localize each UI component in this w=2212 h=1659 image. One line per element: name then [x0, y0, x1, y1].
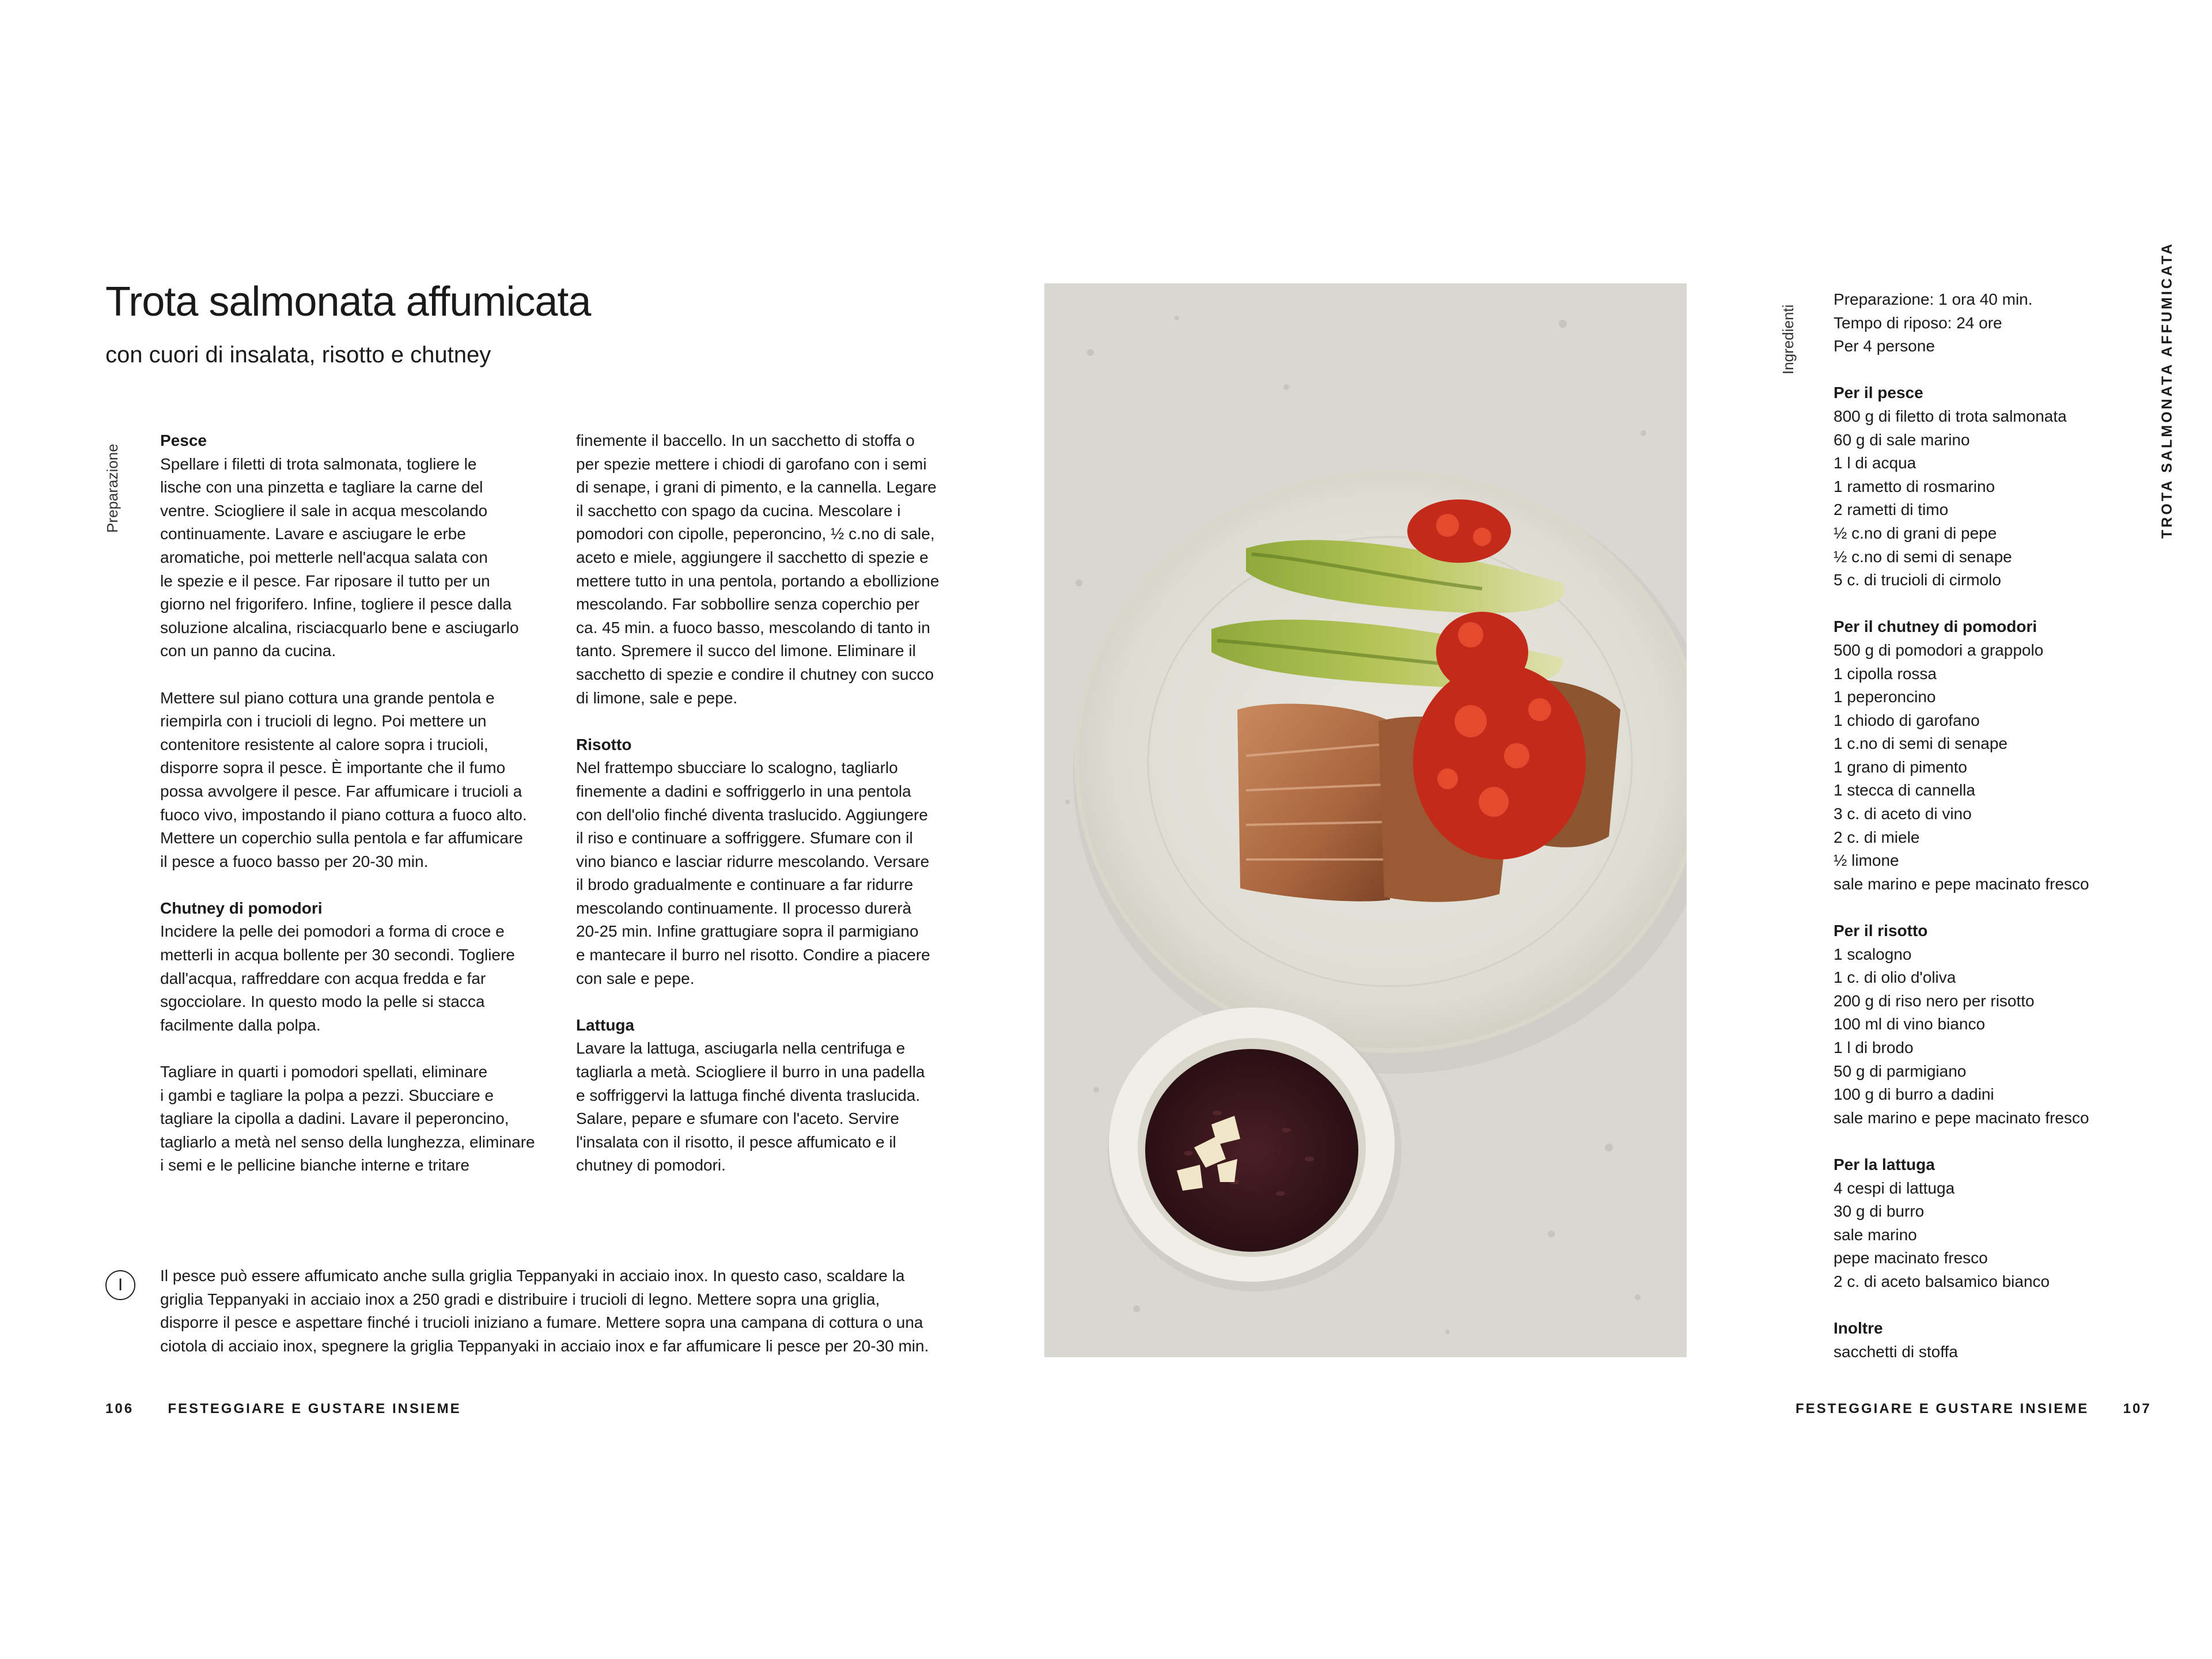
ingredient-item: Per 4 persone [1834, 337, 1935, 355]
ingredient-item: pepe macinato fresco [1834, 1249, 1988, 1267]
step-line: l'insalata con il risotto, il pesce affumicato e il [576, 1132, 896, 1151]
step-line: riempirla con i trucioli di legno. Poi mettere un [160, 712, 487, 730]
ingredient-item: 1 rametto di rosmarino [1834, 477, 1995, 495]
tip-line: ciotola di acciaio inox, spegnere la griglia Teppanyaki in acciaio inox e far affumicare li pesce per 20-30 min. [160, 1336, 929, 1355]
ingredient-item: 50 g di parmigiano [1834, 1062, 1967, 1080]
ingredient-item: 2 c. di miele [1834, 828, 1920, 846]
step-paragraph [160, 687, 552, 874]
recipe-subtitle: con cuori di insalata, risotto e chutney [105, 342, 491, 368]
ingredient-item: 1 peperoncino [1834, 688, 1936, 706]
step-paragraph [160, 429, 552, 663]
side-recipe-title: TROTA SALMONATA AFFUMICATA [2159, 241, 2175, 539]
step-line: continuamente. Lavare e asciugare le erbe [160, 525, 466, 543]
info-icon: I [105, 1270, 135, 1300]
ingredient-item: ½ limone [1834, 851, 1899, 870]
step-line: mettere tutto in una pentola, portando a ebollizione [576, 571, 940, 590]
step-line: contenitore resistente al calore sopra i trucioli, [160, 735, 488, 753]
ingredient-item: 1 c. di olio d'oliva [1834, 968, 1956, 987]
ingredient-item: 100 g di burro a dadini [1834, 1085, 1994, 1104]
step-line: metterli in acqua bollente per 30 secondi. Togliere [160, 946, 515, 964]
ingredient-group [1834, 1317, 2156, 1363]
ingredient-group-heading: Per il pesce [1834, 384, 1923, 402]
ingredient-group [1834, 1153, 2156, 1294]
ingredient-item: 1 cipolla rossa [1834, 664, 1937, 683]
preparation-label: Preparazione [104, 444, 121, 533]
step-line: soluzione alcalina, risciacquarlo bene e asciugarlo [160, 618, 519, 637]
ingredient-group [1834, 615, 2156, 896]
ingredient-item: sale marino e pepe macinato fresco [1834, 1108, 2089, 1127]
step-paragraph [160, 1060, 552, 1177]
step-line: il pesce a fuoco basso per 20-30 min. [160, 852, 429, 870]
ingredient-item: 100 ml di vino bianco [1834, 1015, 1986, 1033]
page-number-right: 107 [2123, 1401, 2152, 1416]
ingredient-item: 5 c. di trucioli di cirmolo [1834, 571, 2001, 589]
footer-right [1796, 1401, 2152, 1417]
ingredient-item: 3 c. di aceto di vino [1834, 805, 1972, 823]
ingredient-item: 4 cespi di lattuga [1834, 1179, 1955, 1197]
step-line: Spellare i filetti di trota salmonata, togliere le [160, 454, 477, 473]
step-line: finemente il baccello. In un sacchetto di stoffa o [576, 431, 915, 449]
section-name-left: FESTEGGIARE E GUSTARE INSIEME [168, 1401, 461, 1416]
ingredient-item: Tempo di riposo: 24 ore [1834, 313, 2002, 332]
step-paragraph [160, 897, 552, 1037]
step-line: Lavare la lattuga, asciugarla nella centrifuga e [576, 1039, 906, 1058]
ingredient-item: 1 stecca di cannella [1834, 781, 1975, 800]
step-line: Tagliare in quarti i pomodori spellati, eliminare [160, 1063, 488, 1081]
step-line: per spezie mettere i chiodi di garofano con i semi [576, 454, 927, 473]
ingredient-item: 2 c. di aceto balsamico bianco [1834, 1272, 2050, 1290]
ingredient-group-heading: Per la lattuga [1834, 1155, 1935, 1173]
step-line: aromatiche, poi metterle nell'acqua salata con [160, 548, 488, 566]
ingredient-item: 500 g di pomodori a grappolo [1834, 641, 2044, 659]
step-line: vino bianco e lasciar ridurre mescolando. Versare [576, 852, 930, 870]
step-line: mescolando. Far sobbollire senza coperchio per [576, 595, 920, 613]
step-line: le spezie e il pesce. Far riposare il tutto per un [160, 571, 490, 590]
step-line: di senape, i grani di pimento, e la cannella. Legare [576, 478, 937, 497]
step-line: mescolando continuamente. Il processo durerà [576, 899, 912, 917]
tip-line: Il pesce può essere affumicato anche sulla griglia Teppanyaki in acciaio inox. In questo caso, scaldare la [160, 1267, 905, 1285]
step-line: Incidere la pelle dei pomodori a forma di croce e [160, 922, 505, 941]
step-line: i gambi e tagliare la polpa a pezzi. Sbucciare e [160, 1086, 494, 1104]
ingredient-item: 1 l di acqua [1834, 454, 1916, 472]
ingredient-item: 1 c.no di semi di senape [1834, 734, 2008, 753]
ingredient-group-heading: Per il risotto [1834, 922, 1928, 940]
step-line: dall'acqua, raffreddare con acqua fredda e far [160, 969, 486, 987]
step-line: ventre. Sciogliere il sale in acqua mescolando [160, 501, 488, 520]
ingredient-item: 30 g di burro [1834, 1202, 1925, 1221]
ingredient-group [1834, 381, 2156, 592]
ingredient-item: sacchetti di stoffa [1834, 1342, 1958, 1361]
step-line: di limone, sale e pepe. [576, 688, 738, 707]
step-line: tagliarlo a metà nel senso della lunghezza, eliminare [160, 1132, 535, 1151]
step-line: possa avvolgere il pesce. Far affumicare i trucioli a [160, 782, 522, 800]
ingredient-item: 1 l di brodo [1834, 1039, 1914, 1056]
step-line: disporre sopra il pesce. È importante che il fumo [160, 759, 506, 777]
ingredient-item: 60 g di sale marino [1834, 430, 1970, 449]
ingredient-item: 800 g di filetto di trota salmonata [1834, 407, 2067, 425]
step-heading: Risotto [576, 735, 632, 753]
step-line: aceto e miele, aggiungere il sacchetto di spezie e [576, 548, 929, 566]
page-number-left: 106 [105, 1401, 134, 1416]
step-line: finemente a dadini e soffriggerlo in una pentola [576, 782, 911, 800]
step-line: Mettere un coperchio sulla pentola e far affumicare [160, 829, 523, 847]
ingredient-item: sale marino e pepe macinato fresco [1834, 874, 2089, 893]
recipe-title: Trota salmonata affumicata [105, 279, 591, 325]
ingredient-item: ½ c.no di semi di senape [1834, 547, 2012, 566]
step-line: e mantecare il burro nel risotto. Condire a piacere [576, 946, 930, 964]
step-line: giorno nel frigorifero. Infine, togliere il pesce dalla [160, 595, 512, 613]
ingredient-item: 2 rametti di timo [1834, 501, 1949, 519]
step-line: tanto. Spremere il succo del limone. Eliminare il [576, 642, 916, 660]
step-heading: Chutney di pomodori [160, 899, 323, 917]
step-line: tagliare la cipolla a dadini. Lavare il peperoncino, [160, 1109, 509, 1128]
step-line: chutney di pomodori. [576, 1156, 726, 1175]
ingredient-item: Preparazione: 1 ora 40 min. [1834, 290, 2033, 308]
ingredient-item: 1 scalogno [1834, 945, 1912, 963]
ingredient-item: sale marino [1834, 1225, 1917, 1244]
step-line: tagliarla a metà. Sciogliere il burro in una padella [576, 1063, 925, 1081]
step-line: Mettere sul piano cottura una grande pentola e [160, 688, 495, 707]
footer-left [105, 1401, 461, 1417]
step-heading: Pesce [160, 431, 207, 449]
step-line: Nel frattempo sbucciare lo scalogno, tagliarlo [576, 759, 898, 777]
step-line: con dell'olio finché diventa traslucido. Aggiungere [576, 805, 928, 824]
step-line: e soffriggervi la lattuga finché diventa traslucida. [576, 1086, 921, 1104]
step-line: il riso e continuare a soffriggere. Sfumare con il [576, 829, 913, 847]
ingredient-item: 1 chiodo di garofano [1834, 711, 1980, 729]
step-line: facilmente dalla polpa. [160, 1016, 321, 1034]
tip-line: disporre il pesce e aspettare finché i trucioli iniziano a fumare. Mettere sopra una campana di cottura o una [160, 1313, 923, 1332]
step-line: i semi e le pellicine bianche interne e tritare [160, 1156, 469, 1175]
ingredient-group-heading: Per il chutney di pomodori [1834, 618, 2037, 636]
step-line: pomodori con cipolle, peperoncino, ½ c.no di sale, [576, 525, 935, 543]
tip-line: griglia Teppanyaki in acciaio inox a 250 gradi e distribuire i trucioli di legno. Mettere sopra una griglia, [160, 1290, 880, 1308]
ingredients-list [1834, 288, 2156, 1363]
tip-text [160, 1264, 955, 1358]
step-paragraph [576, 1014, 968, 1177]
step-line: Salare, pepare e sfumare con l'aceto. Servire [576, 1109, 899, 1128]
step-paragraph [576, 429, 968, 710]
dish-photo [1044, 283, 1687, 1357]
step-line: con un panno da cucina. [160, 642, 336, 660]
ingredient-item: ½ c.no di grani di pepe [1834, 524, 1997, 542]
ingredient-group-heading: Inoltre [1834, 1319, 1883, 1338]
step-line: ca. 45 min. a fuoco basso, mescolando di tanto in [576, 618, 930, 637]
ingredient-group [1834, 919, 2156, 1130]
section-name-right: FESTEGGIARE E GUSTARE INSIEME [1796, 1401, 2089, 1416]
step-line: 20-25 min. Infine grattugiare sopra il parmigiano [576, 922, 919, 941]
step-line: il brodo gradualmente e continuare a far ridurre [576, 876, 914, 894]
step-line: lische con una pinzetta e tagliare la carne del [160, 478, 483, 497]
step-line: il sacchetto con spago da cucina. Mescolare i [576, 501, 901, 520]
step-heading: Lattuga [576, 1016, 635, 1034]
ingredient-group [1834, 288, 2156, 358]
step-line: sgocciolare. In questo modo la pelle si stacca [160, 993, 485, 1011]
ingredients-label: Ingredienti [1779, 304, 1797, 374]
ingredient-item: 1 grano di pimento [1834, 757, 1967, 776]
step-line: con sale e pepe. [576, 969, 695, 987]
preparation-column-1 [160, 429, 552, 1177]
step-paragraph [576, 733, 968, 991]
preparation-column-2 [576, 429, 968, 1177]
step-line: sacchetto di spezie e condire il chutney con succo [576, 665, 934, 683]
step-line: fuoco vivo, impostando il piano cottura a fuoco alto. [160, 805, 527, 824]
ingredient-item: 200 g di riso nero per risotto [1834, 991, 2035, 1010]
